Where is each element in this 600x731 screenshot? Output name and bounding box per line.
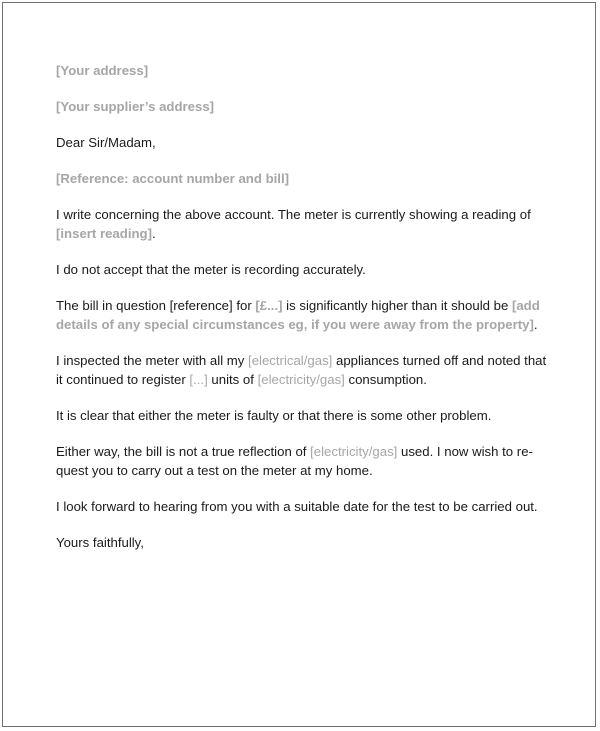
paragraph-meter-faulty: It is clear that either the meter is faulty or that there is some other problem. <box>56 408 492 423</box>
paragraph-meter-reading: I write concerning the above account. The meter is currently showing a reading of [insert reading]. <box>56 207 531 241</box>
utility-used-placeholder: [electricity/gas] <box>310 444 398 459</box>
utility-type-placeholder: [electricity/gas] <box>257 372 345 387</box>
reference-placeholder: [Reference: account number and bill] <box>56 171 290 186</box>
paragraph-not-accurate: I do not accept that the meter is recording accurately. <box>56 262 366 277</box>
letter-page <box>2 2 596 727</box>
units-placeholder: [...] <box>189 372 208 387</box>
paragraph-request-test: Either way, the bill is not a true reflection of [electricity/gas] used. I now wish to re-quest you to carry out a test on the meter at my home. <box>56 444 533 478</box>
salutation: Dear Sir/Madam, <box>56 135 156 150</box>
paragraph-bill-reference: The bill in question [reference] for [£...] is significantly higher than it should be [add details of any special circumstances eg, if you were away from the property]. <box>56 298 540 332</box>
reading-placeholder: [insert reading] <box>56 226 152 241</box>
closing: Yours faithfully, <box>56 535 144 550</box>
amount-placeholder: [£...] <box>255 298 283 313</box>
supplier-address-placeholder: [Your supplier’s address] <box>56 99 215 114</box>
paragraph-look-forward: I look forward to hearing from you with a suitable date for the test to be carried out. <box>56 499 538 514</box>
paragraph-inspection: I inspected the meter with all my [electrical/gas] appliances turned off and noted that it continued to register [...] units of [electricity/gas] consumption. <box>56 353 547 387</box>
appliance-type-placeholder: [electrical/gas] <box>248 353 333 368</box>
your-address-placeholder: [Your address] <box>56 63 149 78</box>
circumstances-placeholder: [add details of any special circumstances eg, if you were away from the property] <box>56 298 540 332</box>
letter-body <box>56 61 556 552</box>
